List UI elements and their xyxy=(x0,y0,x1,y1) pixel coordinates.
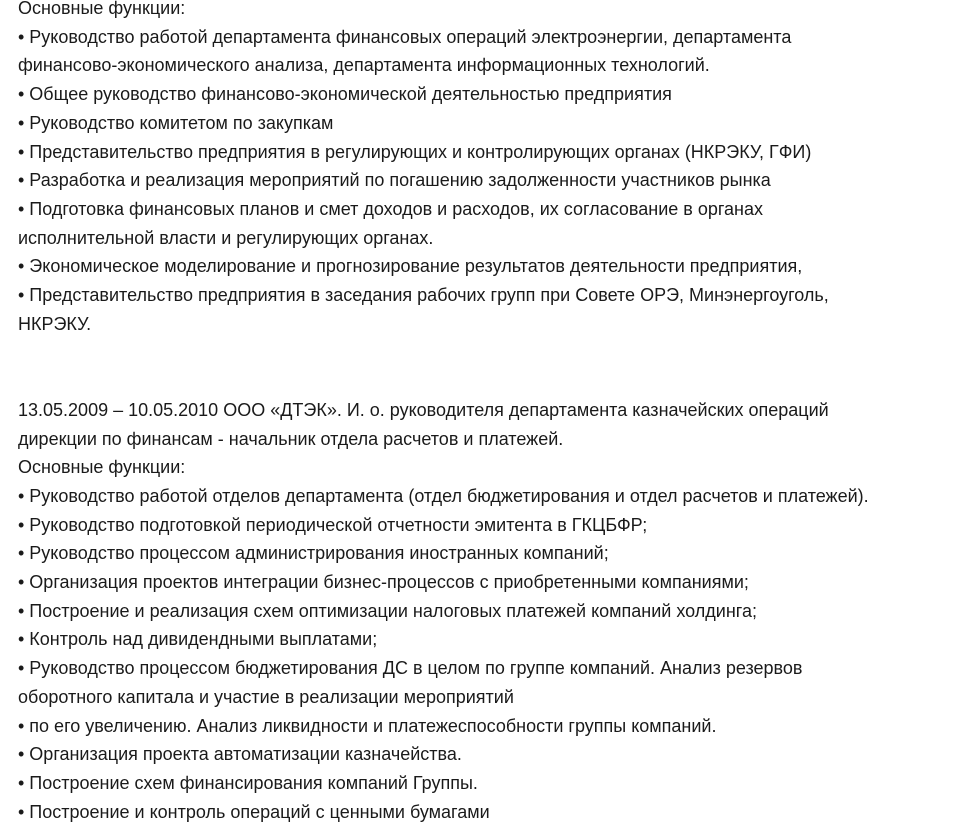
function-line: • Подготовка финансовых планов и смет доходов и расходов, их согласование в органах xyxy=(18,198,764,219)
function-line: • Построение и реализация схем оптимизации налоговых платежей компаний холдинга; xyxy=(18,600,757,621)
functions-heading: Основные функции: xyxy=(18,457,186,478)
functions-heading: Основные функции: xyxy=(18,0,186,18)
function-line: • Построение схем финансирования компаний Группы. xyxy=(18,772,478,793)
function-line: • Руководство работой департамента финансовых операций электроэнергии, департамента xyxy=(18,26,792,47)
function-line: • Организация проектов интеграции бизнес-процессов с приобретенными компаниями; xyxy=(18,572,749,593)
function-line: исполнительной власти и регулирующих органах. xyxy=(18,227,434,248)
function-line: • Представительство предприятия в регулирующих и контролирующих органах (НКРЭКУ, ГФИ) xyxy=(18,141,812,162)
section-gap xyxy=(18,338,948,395)
function-line: • Разработка и реализация мероприятий по погашению задолженности участников рынка xyxy=(18,170,771,191)
function-line: • Общее руководство финансово-экономической деятельностью предприятия xyxy=(18,84,672,105)
function-line: • Построение и контроль операций с ценными бумагами xyxy=(18,801,490,822)
function-line: • Руководство комитетом по закупкам xyxy=(18,112,334,133)
function-line: • по его увеличению. Анализ ликвидности и платежеспособности группы компаний. xyxy=(18,715,717,736)
function-line: • Руководство подготовкой периодической отчетности эмитента в ГКЦБФР; xyxy=(18,514,648,535)
function-line: финансово-экономического анализа, департамента информационных технологий. xyxy=(18,55,710,76)
function-line: НКРЭКУ. xyxy=(18,313,92,334)
function-line: • Руководство процессом бюджетирования ДС в целом по группе компаний. Анализ резервов xyxy=(18,658,803,679)
position-line: дирекции по финансам - начальник отдела расчетов и платежей. xyxy=(18,428,564,449)
function-line: • Организация проекта автоматизации казначейства. xyxy=(18,744,462,765)
function-line: • Руководство работой отделов департамента (отдел бюджетирования и отдел расчетов и платежей). xyxy=(18,485,869,506)
resume-text xyxy=(18,0,948,826)
function-line: • Контроль над дивидендными выплатами; xyxy=(18,629,378,650)
function-line: • Экономическое моделирование и прогнозирование результатов деятельности предприятия, xyxy=(18,256,803,277)
function-line: оборотного капитала и участие в реализации мероприятий xyxy=(18,686,514,707)
function-line: • Представительство предприятия в заседания рабочих групп при Совете ОРЭ, Минэнергоуголь, xyxy=(18,285,829,306)
position-line: 13.05.2009 – 10.05.2010 ООО «ДТЭК». И. о. руководителя департамента казначейских операций xyxy=(18,399,829,420)
function-line: • Руководство процессом администрирования иностранных компаний; xyxy=(18,543,609,564)
